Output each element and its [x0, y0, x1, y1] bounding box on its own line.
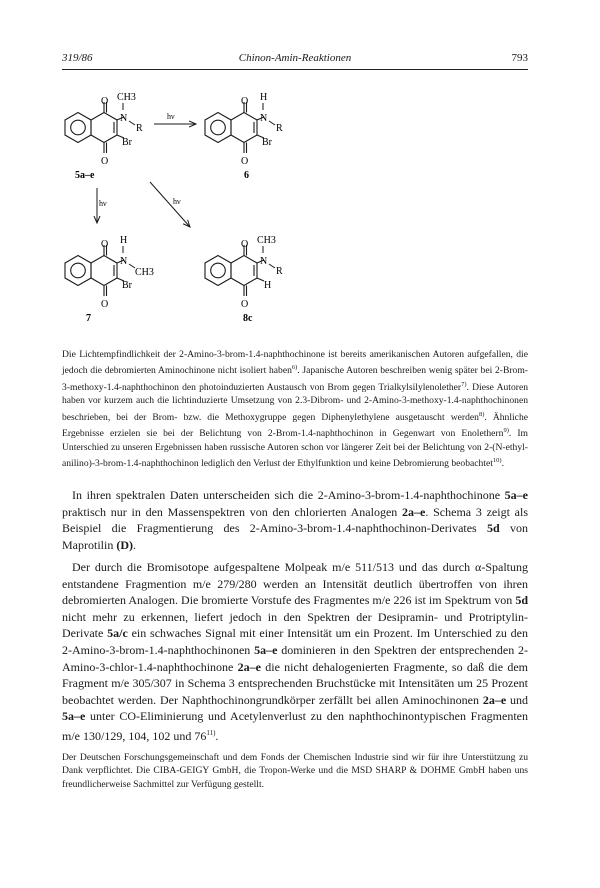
n-substituent: R	[276, 266, 283, 277]
arrow-label: hν	[173, 197, 181, 206]
atom-O: O	[101, 156, 109, 167]
para3-text: nicht mehr zu erkennen, liefert jedoch in den Spektren der Desipramin- und Protriptylin-Derivate	[62, 609, 528, 641]
compound-ref: 2a–e	[482, 692, 507, 707]
top-substituent: H	[260, 92, 268, 103]
footnote-ref-11: 11)	[206, 728, 216, 737]
atom-O: O	[101, 96, 109, 107]
atom-N: N	[120, 113, 128, 124]
compound-ref: (D)	[116, 537, 133, 552]
footnote-ref-7: 7)	[461, 380, 467, 388]
paragraph-molpeak	[62, 559, 528, 745]
compound-6	[205, 92, 283, 181]
top-substituent: H	[120, 235, 128, 246]
atom-N: N	[120, 256, 128, 267]
journal-volume: 319/86	[62, 52, 93, 64]
arrow-to-7	[97, 188, 107, 223]
para2-text: In ihren spektralen Daten unterscheiden sich die 2-Amino-3-brom-1.4-naphthochinone	[72, 488, 505, 502]
compound-7	[65, 235, 154, 324]
para3-end: .	[215, 728, 219, 743]
para3-text: die nicht dehalogenierten Fragmente, so daß die dem Fragment m/e 305/307 in Schema 3 entsprechenden Bruchstücke mit Intensitäten um 25 Prozent beobachtet werden. Der Naphthochinongrundkörper zerfällt bei allen Aminochinonen	[62, 659, 528, 707]
n-substituent: CH3	[135, 267, 154, 278]
para3-text: unter CO-Eliminierung und Acetylenverlust zu den naphthochinontypischen Fragmenten m/e 130/129, 104, 102 und 76	[62, 709, 528, 743]
top-substituent: CH3	[117, 92, 136, 103]
compound-ref: 5a/c	[107, 626, 128, 641]
para3-text: und	[506, 692, 529, 707]
atom-N: N	[260, 113, 268, 124]
para1-text-e: . Im Unterschied zu unseren Ergebnissen haben russische Autoren schon vor längerer Zeit bei der Belichtung von 2-(N-ethyl-anilino)-3-brom-1.4-naphthochinon lediglich den Verlust der Ethylfunktion und keine Debromierung beobachtet	[62, 428, 528, 470]
reaction-scheme	[0, 0, 600, 340]
n-substituent: R	[276, 123, 283, 134]
compound-label: 5a–e	[75, 170, 95, 181]
paragraph-lichtempfindlichkeit	[62, 348, 528, 470]
arrow-label: hν	[99, 199, 107, 208]
para4-text: Der Deutschen Forschungsgemeinschaft und dem Fonds der Chemischen Industrie sind wir für ihre Unterstützung zu Dank verpflichtet. Die CIBA-GEIGY GmbH, die Tropon-Werke und die MSD SHARP & DOHME GmbH haben uns freundlicherweise Sachmittel zur Verfügung gestellt.	[62, 752, 528, 790]
atom-O: O	[241, 96, 249, 107]
para2-text: praktisch nur in den Massenspektren von den chlorierten Analogen	[62, 504, 403, 519]
top-substituent: CH3	[257, 235, 276, 246]
n-substituent: R	[136, 123, 143, 134]
compound-ref: 5a–e	[62, 709, 86, 724]
compound-ref: 2a–e	[402, 504, 426, 519]
atom-O: O	[101, 239, 109, 250]
para2-text: .	[133, 537, 136, 552]
arrow-to-8c	[150, 182, 190, 227]
compound-ref: 2a–e	[237, 659, 261, 674]
atom-O: O	[101, 299, 109, 310]
running-title: Chinon-Amin-Reaktionen	[238, 52, 352, 64]
arrow-label: hν	[167, 112, 175, 121]
compound-ref: 5a–e	[254, 642, 278, 657]
compound-ref: 5d	[487, 521, 500, 536]
compound-label: 6	[244, 170, 249, 181]
para2-text: von Maprotilin	[62, 521, 528, 552]
atom-N: N	[260, 256, 268, 267]
ring-substituent: Br	[122, 280, 132, 291]
para1-text-b: . Japanische Autoren beschreiben wenig später bei 2-Brom-3-methoxy-1.4-naphthochinon den photoinduzierten Austausch von Brom gegen Trialkylsilylenolether	[62, 365, 528, 393]
para3-text: dominieren in den Spektren der entsprechenden 2-Amino-3-chlor-1.4-naphthochinone	[62, 642, 528, 674]
arrow-to-6	[154, 112, 196, 124]
footnote-ref-8: 8)	[478, 410, 485, 418]
ring-substituent: Br	[122, 137, 132, 148]
compound-label: 8c	[243, 313, 253, 324]
footnote-ref-6: 6)	[291, 364, 298, 372]
compound-ref: 5d	[515, 593, 528, 608]
footnote-ref-9: 9)	[503, 427, 509, 435]
para1-text: Die Lichtempfindlichkeit der 2-Amino-3-brom-1.4-naphthochinone ist bereits amerikanischen Autoren aufgefallen, die jedoch die debromierten Aminochinone nicht isoliert haben	[62, 349, 528, 377]
paragraph-spektrale-daten	[62, 487, 528, 553]
atom-O: O	[241, 299, 249, 310]
compound-label: 7	[86, 313, 91, 324]
compound-5a-e	[65, 92, 143, 181]
para1-text-d: . Ähnliche Ergebnisse erzielen sie bei der Belichtung von 2-Brom-1.4-naphthochinon in Gegenwart von Enolethern	[62, 411, 528, 440]
atom-O: O	[241, 156, 249, 167]
ring-substituent: H	[264, 280, 272, 291]
page-number: 793	[511, 52, 528, 64]
para2-text: . Schema 3 zeigt als Beispiel die Fragmentierung des 2-Amino-3-brom-1.4-naphthochinon-Derivates	[62, 504, 529, 536]
paragraph-acknowledgement	[62, 751, 528, 791]
footnote-ref-10: 10)	[492, 456, 502, 464]
para3-text: ein schwaches Signal mit einer Intensität um ein Prozent. Im Unterschied zu den 2-Amino-3-brom-1.4-naphthochinonen	[62, 626, 529, 657]
para1-end: .	[501, 458, 504, 470]
ring-substituent: Br	[262, 137, 272, 148]
compound-ref: 5a–e	[504, 488, 528, 502]
para1-text-c: . Diese Autoren haben vor kurzem auch die lichtinduzierte Umsetzung von 2.3-Dibrom- und 2-Amino-3-methoxy-1.4-naphthochinonen beschrieben, bei der Brom- bzw. die Methoxygruppe gegen Diphenylethylene ausgetauscht werden	[62, 381, 529, 423]
compound-8c	[205, 235, 283, 324]
atom-O: O	[241, 239, 249, 250]
para3-text: Der durch die Bromisotope aufgespaltene Molpeak m/e 511/513 und das durch α-Spaltung entstandene Fragmention m/e 279/280 werden an Intensität deutlich übertroffen von ihren debromierten Analogen. Die bromierte Vorstufe des Fragmentes m/e 226 ist im Spektrum von	[62, 560, 528, 608]
